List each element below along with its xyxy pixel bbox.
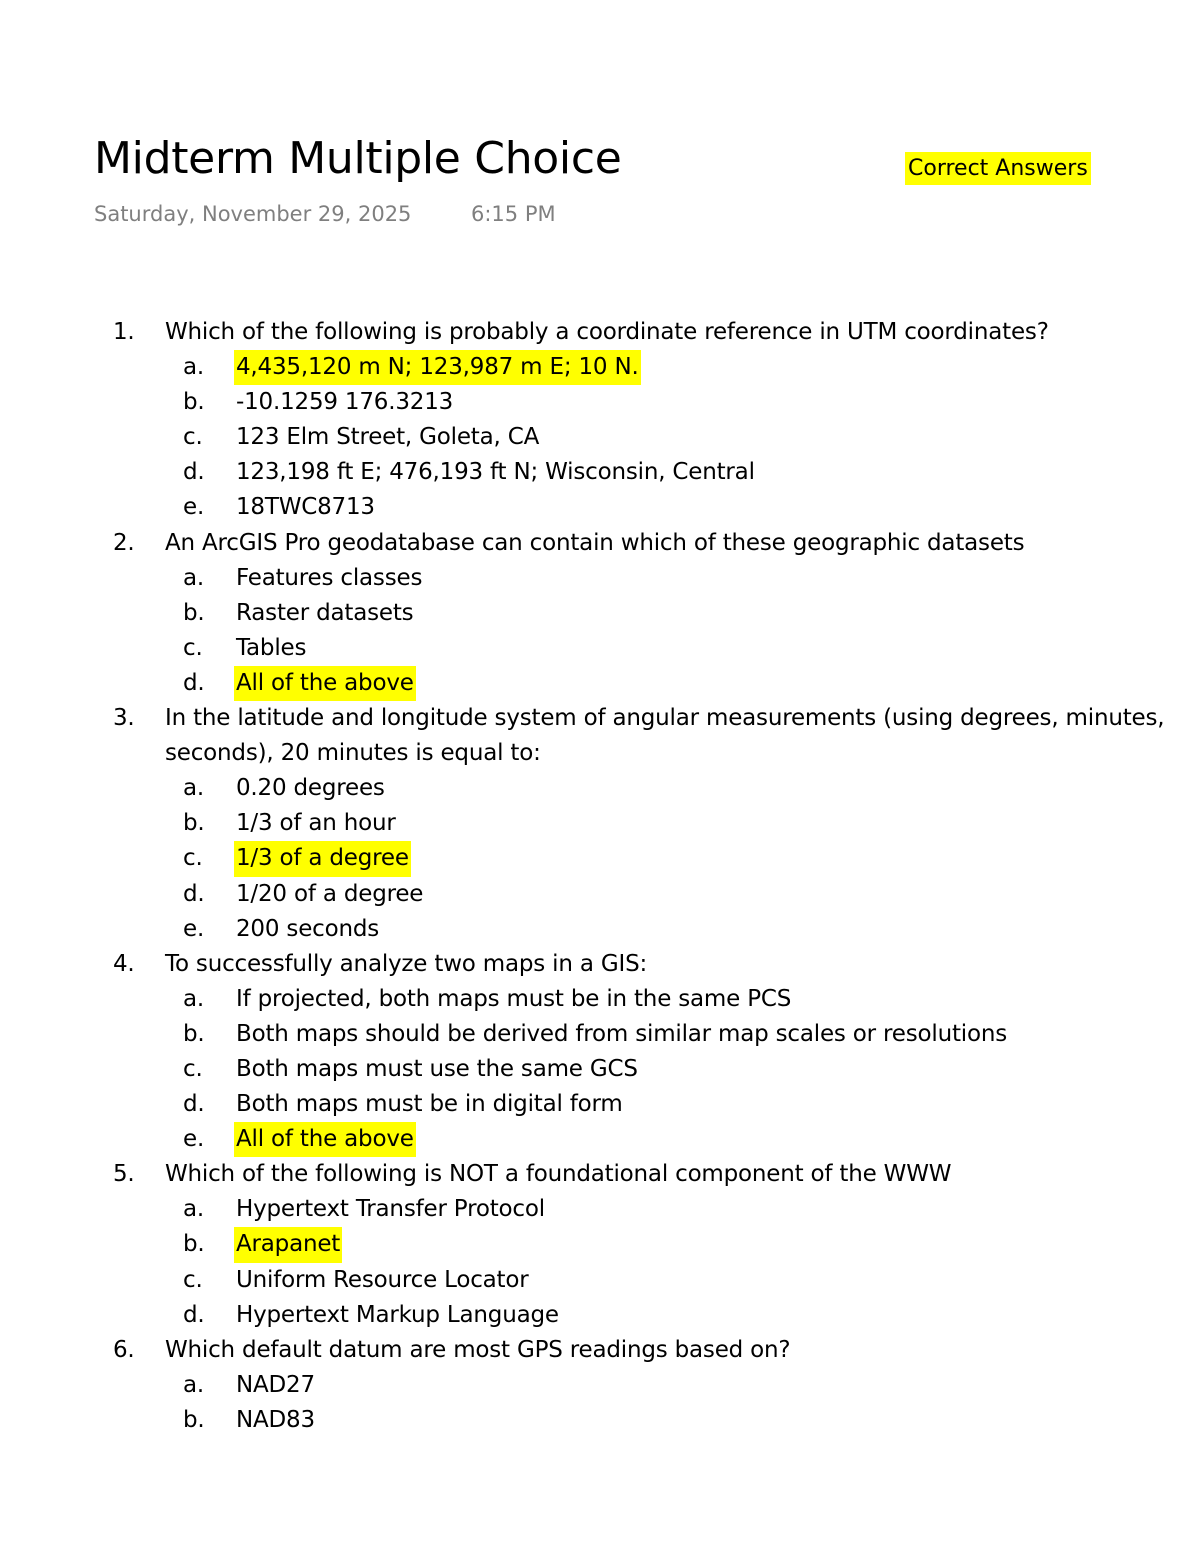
answer-option <box>0 912 1200 947</box>
option-text: NAD27 <box>236 1371 315 1398</box>
option-letter: c. <box>183 634 203 661</box>
answer-option <box>0 1122 1200 1157</box>
option-letter: c. <box>183 1266 203 1293</box>
answer-option <box>0 1298 1200 1333</box>
question-item <box>0 1333 1200 1368</box>
option-letter: d. <box>183 1301 205 1328</box>
option-text: -10.1259 176.3213 <box>236 389 454 416</box>
option-text: If projected, both maps must be in the same PCS <box>236 985 792 1012</box>
question-list <box>0 315 1200 1438</box>
option-letter: d. <box>183 459 205 486</box>
option-text: 123,198 ft E; 476,193 ft N; Wisconsin, Central <box>236 459 755 486</box>
answer-option <box>0 771 1200 806</box>
option-text: 0.20 degrees <box>236 775 385 802</box>
question-item <box>0 947 1200 982</box>
correct-answer-text: All of the above <box>234 1122 416 1157</box>
question-number: 5. <box>113 1161 135 1188</box>
answer-option <box>0 1403 1200 1438</box>
option-letter: d. <box>183 880 205 907</box>
option-text: 1/20 of a degree <box>236 880 424 907</box>
option-text: NAD83 <box>236 1406 315 1433</box>
option-letter: d. <box>183 1091 205 1118</box>
answer-option <box>0 350 1200 385</box>
question-item <box>0 1157 1200 1192</box>
answer-option <box>0 806 1200 841</box>
option-letter: a. <box>183 1196 205 1223</box>
answer-option <box>0 561 1200 596</box>
question-text: Which of the following is NOT a foundational component of the WWW <box>165 1161 952 1188</box>
question-text: In the latitude and longitude system of angular measurements (using degrees, minutes, seconds), 20 minutes is equal to: <box>165 705 1165 767</box>
option-text: Uniform Resource Locator <box>236 1266 529 1293</box>
correct-answer-text: 4,435,120 m N; 123,987 m E; 10 N. <box>234 350 641 385</box>
option-letter: c. <box>183 1055 203 1082</box>
question-number: 6. <box>113 1336 135 1363</box>
option-letter: a. <box>183 775 205 802</box>
question-number: 3. <box>113 705 135 732</box>
option-text: 200 seconds <box>236 915 380 942</box>
option-letter: e. <box>183 915 205 942</box>
answer-option <box>0 1087 1200 1122</box>
option-text: 123 Elm Street, Goleta, CA <box>236 424 540 451</box>
question-text: To successfully analyze two maps in a GIS: <box>165 950 648 977</box>
answer-option <box>0 385 1200 420</box>
option-text: Both maps should be derived from similar map scales or resolutions <box>236 1020 1008 1047</box>
answer-option <box>0 841 1200 876</box>
question-text: Which default datum are most GPS readings based on? <box>165 1336 791 1363</box>
option-letter: b. <box>183 810 205 837</box>
answer-option <box>0 596 1200 631</box>
answer-option <box>0 455 1200 490</box>
option-letter: b. <box>183 599 205 626</box>
page-title: Midterm Multiple Choice <box>94 133 622 184</box>
correct-answer-text: 1/3 of a degree <box>234 841 411 876</box>
question-text: An ArcGIS Pro geodatabase can contain which of these geographic datasets <box>165 529 1025 556</box>
option-text: Features classes <box>236 564 423 591</box>
option-text: Both maps must be in digital form <box>236 1091 623 1118</box>
option-letter: b. <box>183 1231 205 1258</box>
correct-answer-text: All of the above <box>234 666 416 701</box>
question-item <box>0 315 1200 350</box>
answer-option <box>0 1052 1200 1087</box>
option-letter: b. <box>183 1020 205 1047</box>
option-letter: b. <box>183 389 205 416</box>
option-letter: e. <box>183 494 205 521</box>
option-letter: a. <box>183 985 205 1012</box>
option-text: Both maps must use the same GCS <box>236 1055 638 1082</box>
question-text: Which of the following is probably a coordinate reference in UTM coordinates? <box>165 319 1049 345</box>
answer-option <box>0 877 1200 912</box>
correct-answer-text: Arapanet <box>234 1227 342 1262</box>
option-letter: c. <box>183 845 203 872</box>
answer-option <box>0 666 1200 701</box>
option-letter: c. <box>183 424 203 451</box>
answer-option <box>0 420 1200 455</box>
answer-option <box>0 1263 1200 1298</box>
answer-option <box>0 490 1200 525</box>
answer-option <box>0 1227 1200 1262</box>
option-letter: b. <box>183 1406 205 1433</box>
page-time: 6:15 PM <box>471 202 556 226</box>
option-letter: e. <box>183 1126 205 1153</box>
option-text: Hypertext Transfer Protocol <box>236 1196 545 1223</box>
page-date: Saturday, November 29, 2025 <box>94 202 412 226</box>
option-letter: d. <box>183 669 205 696</box>
option-text: Tables <box>236 634 307 661</box>
answer-option <box>0 1192 1200 1227</box>
answer-option <box>0 982 1200 1017</box>
question-number: 4. <box>113 950 135 977</box>
option-text: 1/3 of an hour <box>236 810 396 837</box>
question-number: 2. <box>113 529 135 556</box>
option-letter: a. <box>183 1371 205 1398</box>
correct-answers-legend: Correct Answers <box>905 152 1091 185</box>
answer-option <box>0 1017 1200 1052</box>
option-text: Raster datasets <box>236 599 414 626</box>
question-item <box>0 701 1200 771</box>
option-text: Hypertext Markup Language <box>236 1301 559 1328</box>
option-letter: a. <box>183 564 205 591</box>
option-text: 18TWC8713 <box>236 494 375 521</box>
option-letter: a. <box>183 354 205 381</box>
question-item <box>0 526 1200 561</box>
answer-option <box>0 1368 1200 1403</box>
question-number: 1. <box>113 319 135 345</box>
answer-option <box>0 631 1200 666</box>
